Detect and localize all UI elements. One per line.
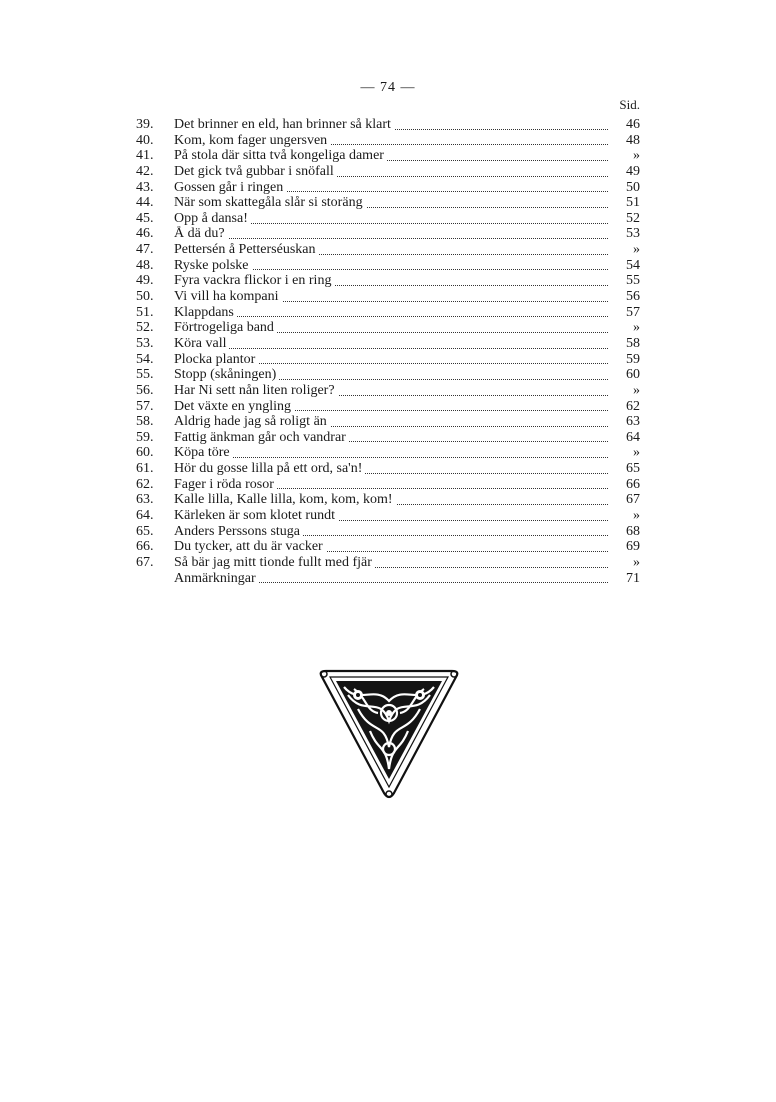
entry-page: 54 — [626, 257, 640, 273]
entry-page: 48 — [626, 132, 640, 148]
entry-number: 54. — [136, 351, 154, 367]
toc-entry — [130, 367, 644, 383]
entry-number: 40. — [136, 132, 154, 148]
toc-entry — [130, 180, 644, 196]
entry-title-leader — [174, 148, 608, 164]
page-number: — 74 — — [360, 80, 416, 95]
entry-title: Så bär jag mitt tionde fullt med fjär — [174, 555, 375, 570]
toc-entry — [130, 148, 644, 164]
entry-title-leader — [174, 320, 608, 336]
toc-entry — [130, 383, 644, 399]
toc-entry — [130, 242, 644, 258]
toc-entry — [130, 477, 644, 493]
entry-number: 53. — [136, 335, 154, 351]
entry-title-leader — [174, 336, 608, 352]
entry-page: » — [633, 508, 640, 524]
toc-entry — [130, 461, 644, 477]
entry-page: 59 — [626, 351, 640, 367]
entry-title: Det gick två gubbar i snöfall — [174, 164, 337, 179]
toc-entry — [130, 492, 644, 508]
entry-title-leader — [174, 258, 608, 274]
entry-title: Kärleken är som klotet rundt — [174, 508, 338, 523]
entry-number: 45. — [136, 210, 154, 226]
entry-number: 64. — [136, 508, 154, 524]
entry-number: 51. — [136, 304, 154, 320]
entry-title-leader — [174, 492, 608, 508]
entry-number: 57. — [136, 398, 154, 414]
entry-title: Vi vill ha kompani — [174, 289, 282, 304]
entry-title-leader — [174, 133, 608, 149]
toc-entry — [130, 414, 644, 430]
entry-title-leader — [174, 164, 608, 180]
entry-number: 48. — [136, 257, 154, 273]
triangular-knotwork-ornament-icon — [314, 665, 464, 801]
entry-title: Pettersén å Petterséuskan — [174, 242, 319, 257]
entry-page: » — [633, 320, 640, 336]
entry-page: 68 — [626, 523, 640, 539]
entry-title: Ryske polske — [174, 258, 252, 273]
entry-page: 69 — [626, 539, 640, 555]
entry-number: 50. — [136, 289, 154, 305]
entry-number: 42. — [136, 163, 154, 179]
entry-page: 66 — [626, 476, 640, 492]
toc-entry — [130, 273, 644, 289]
toc-entry — [130, 195, 644, 211]
entry-title: Har Ni sett nån liten roliger? — [174, 383, 338, 398]
entry-title: Hör du gosse lilla på ett ord, sa'n! — [174, 461, 365, 476]
entry-page: 60 — [626, 367, 640, 383]
entry-number: 44. — [136, 195, 154, 211]
toc-entry — [130, 117, 644, 133]
toc-entry — [130, 555, 644, 571]
entry-title-leader — [174, 180, 608, 196]
entry-number: 65. — [136, 523, 154, 539]
entry-title-leader — [174, 524, 608, 540]
entry-title: Plocka plantor — [174, 352, 258, 367]
entry-title: När som skattegåla slår si storäng — [174, 195, 366, 210]
toc-entry — [130, 571, 644, 587]
entry-number: 62. — [136, 476, 154, 492]
toc-entry — [130, 320, 644, 336]
entry-page: 53 — [626, 226, 640, 242]
entry-page: 67 — [626, 492, 640, 508]
entry-title: Anmärkningar — [174, 571, 259, 586]
entry-page: 64 — [626, 429, 640, 445]
entry-number: 59. — [136, 429, 154, 445]
entry-number: 66. — [136, 539, 154, 555]
entry-page: » — [633, 148, 640, 164]
toc-entry — [130, 524, 644, 540]
entry-page: 50 — [626, 179, 640, 195]
entry-title: Stopp (skåningen) — [174, 367, 279, 382]
entry-title-leader — [174, 352, 608, 368]
entry-page: 56 — [626, 289, 640, 305]
entry-title-leader — [174, 226, 608, 242]
entry-page: 46 — [626, 117, 640, 132]
entry-page: 52 — [626, 210, 640, 226]
entry-title-leader — [174, 195, 608, 211]
entry-title-leader — [174, 445, 608, 461]
entry-title: Köpa töre — [174, 445, 233, 460]
entry-page: » — [633, 445, 640, 461]
page-column-label: Sid. — [619, 97, 640, 112]
toc-entry — [130, 539, 644, 555]
entry-title-leader — [174, 273, 608, 289]
entry-page: 55 — [626, 273, 640, 289]
entry-title: Klappdans — [174, 305, 237, 320]
entry-title: Du tycker, att du är vacker — [174, 539, 326, 554]
toc-entry — [130, 336, 644, 352]
entry-title: Å dä du? — [174, 226, 228, 241]
entry-page: 57 — [626, 304, 640, 320]
entry-title: Gossen går i ringen — [174, 180, 286, 195]
entry-title: Fyra vackra flickor i en ring — [174, 273, 334, 288]
entry-number: 55. — [136, 367, 154, 383]
entry-page: 62 — [626, 398, 640, 414]
entry-number: 39. — [136, 117, 154, 132]
toc-entry — [130, 305, 644, 321]
entry-title: Köra vall — [174, 336, 229, 351]
toc-entry — [130, 430, 644, 446]
toc-entry — [130, 211, 644, 227]
entry-title: Fager i röda rosor — [174, 477, 277, 492]
entry-title-leader — [174, 414, 608, 430]
entry-title-leader — [174, 477, 608, 493]
toc-entry — [130, 352, 644, 368]
entry-title-leader — [174, 539, 608, 555]
entry-title-leader — [174, 399, 608, 415]
entry-number: 52. — [136, 320, 154, 336]
entry-number: 47. — [136, 242, 154, 258]
entry-page: 65 — [626, 461, 640, 477]
entry-page: 58 — [626, 335, 640, 351]
toc-entry — [130, 399, 644, 415]
toc-entry — [130, 508, 644, 524]
entry-title-leader — [174, 383, 608, 399]
toc-entry — [130, 289, 644, 305]
entry-number: 61. — [136, 461, 154, 477]
entry-title: Aldrig hade jag så roligt än — [174, 414, 330, 429]
entry-title-leader — [174, 508, 608, 524]
entry-number: 41. — [136, 148, 154, 164]
entry-title-leader — [174, 242, 608, 258]
entry-title-leader — [174, 117, 608, 133]
entry-title-leader — [174, 289, 608, 305]
entry-title: På stola där sitta två kongeliga damer — [174, 148, 387, 163]
toc-entry — [130, 226, 644, 242]
entry-number: 46. — [136, 226, 154, 242]
entry-title: Fattig änkman går och vandrar — [174, 430, 349, 445]
entry-title-leader — [174, 367, 608, 383]
toc-entry — [130, 133, 644, 149]
entry-number: 58. — [136, 414, 154, 430]
entry-number: 56. — [136, 382, 154, 398]
entry-page: 49 — [626, 163, 640, 179]
entry-title-leader — [174, 305, 608, 321]
entry-number: 63. — [136, 492, 154, 508]
entry-title: Anders Perssons stuga — [174, 524, 303, 539]
entry-number: 60. — [136, 445, 154, 461]
toc-entry — [130, 164, 644, 180]
entry-title: Kalle lilla, Kalle lilla, kom, kom, kom! — [174, 492, 396, 507]
entry-title-leader — [174, 430, 608, 446]
entry-page: 63 — [626, 414, 640, 430]
entry-number: 43. — [136, 179, 154, 195]
entry-title-leader — [174, 571, 608, 587]
toc-entry — [130, 445, 644, 461]
table-of-contents — [130, 117, 644, 586]
entry-page: » — [633, 382, 640, 398]
entry-title: Opp å dansa! — [174, 211, 251, 226]
entry-number: 67. — [136, 554, 154, 570]
entry-page: 51 — [626, 195, 640, 211]
entry-page: 71 — [626, 570, 640, 586]
entry-title: Förtrogeliga band — [174, 320, 277, 335]
entry-title-leader — [174, 461, 608, 477]
entry-title: Det brinner en eld, han brinner så klart — [174, 117, 394, 132]
entry-title: Det växte en yngling — [174, 399, 294, 414]
entry-title: Kom, kom fager ungersven — [174, 133, 330, 148]
entry-title-leader — [174, 211, 608, 227]
entry-number: 49. — [136, 273, 154, 289]
entry-title-leader — [174, 555, 608, 571]
entry-page: » — [633, 554, 640, 570]
entry-page: » — [633, 242, 640, 258]
toc-entry — [130, 258, 644, 274]
